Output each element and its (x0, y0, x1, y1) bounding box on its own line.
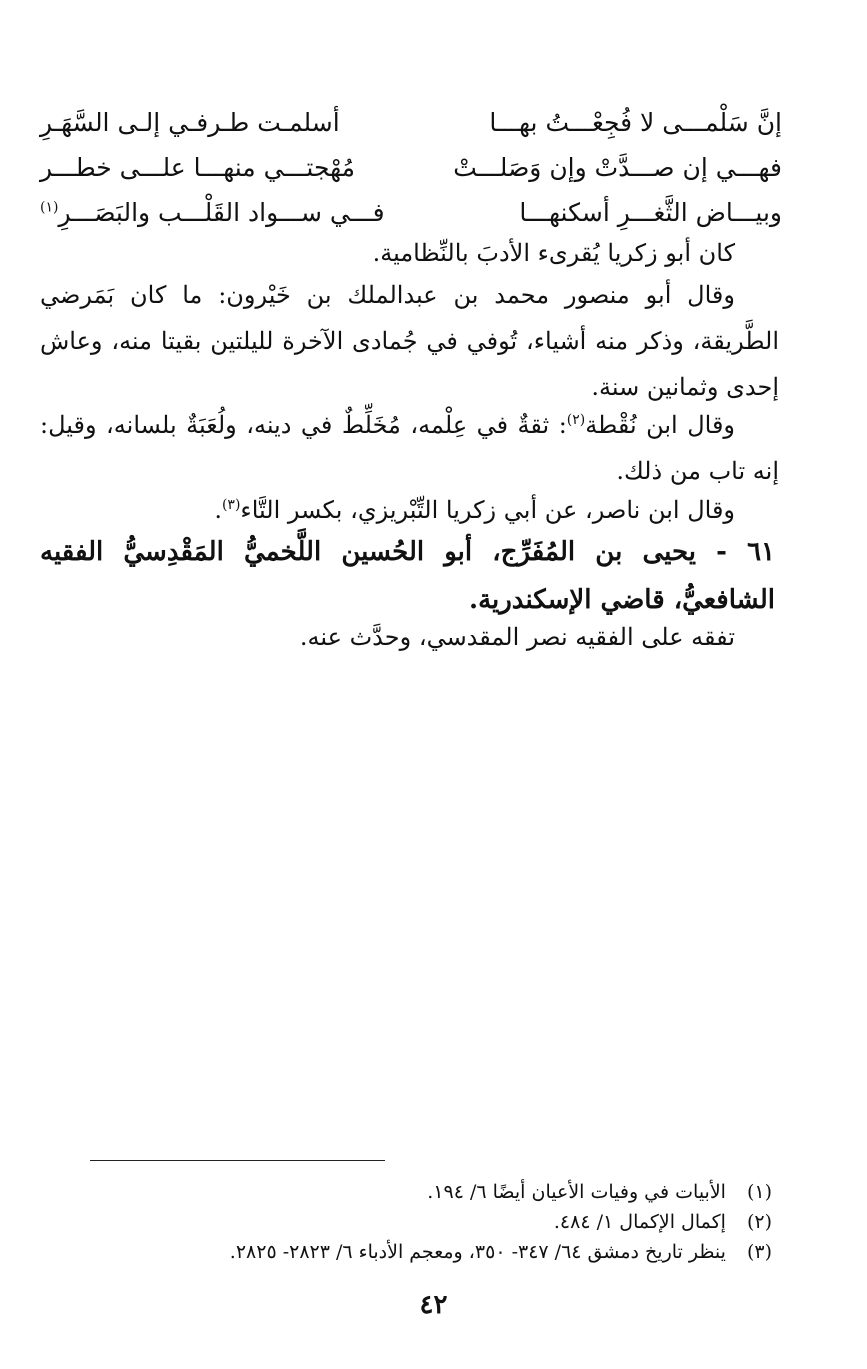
verse-first-hemistich: فهـــي إن صـــدَّتْ وإن وَصَلـــتْ (453, 152, 782, 182)
footnote-divider (90, 1160, 385, 1161)
paragraph-text: وقال ابن نُقْطة (585, 411, 736, 439)
footnote-text: ينظر تاريخ دمشق ٦٤/ ٣٤٧- ٣٥٠، ومعجم الأدباء ٦/ ٢٨٢٣- ٢٨٢٥. (229, 1241, 726, 1263)
footnote-text: الأبيات في وفيات الأعيان أيضًا ٦/ ١٩٤. (427, 1181, 726, 1203)
verse-second-text: فـــي ســـواد القَلْـــب والبَصَـــرِ (58, 197, 385, 227)
page-number: ٤٢ (419, 1290, 448, 1320)
paragraph-text: . (214, 496, 222, 524)
verse-first-hemistich: وبيـــاض الثَّغـــرِ أسكنهـــا (519, 197, 782, 227)
footnote-text: إكمال الإكمال ١/ ٤٨٤. (553, 1211, 726, 1233)
footnote (90, 1207, 772, 1237)
paragraph-khayrun: وقال أبو منصور محمد بن عبدالملك بن خَيْرون: ما كان بَمَرضي الطَّريقة، وذكر منه أشياء، تُوفي في جُمادى الآخرة لليلتين بقيتا منه، وعاش إحدى وثمانين سنة. (40, 281, 779, 401)
verse-first-hemistich: إنَّ سَلْمـــى لا فُجِعْـــتُ بهـــا (489, 107, 782, 137)
poem-verse (40, 145, 782, 189)
entry-text: تفقه على الفقيه نصر المقدسي، وحدَّث عنه. (299, 623, 735, 651)
paragraph-nuqta (40, 402, 779, 494)
poem-verse (40, 100, 782, 144)
footnote (90, 1237, 772, 1267)
paragraph-nasir (40, 487, 779, 533)
footnote-number: (٣) (746, 1241, 772, 1263)
footnote-number: (٢) (746, 1211, 772, 1233)
poem-verse (40, 190, 782, 234)
entry-heading: ٦١ - يحيى بن المُفَرِّج، أبو الحُسين اللَّخميُّ المَقْدِسيُّ الفقيه الشافعيُّ، قاضي الإسكندرية. (40, 537, 775, 615)
paragraph-text: وقال ابن ناصر، عن أبي زكريا التِّبْريزي، بكسر التَّاء (240, 496, 735, 524)
footnote-number: (١) (746, 1181, 772, 1203)
footnote-marker: (٢) (566, 412, 586, 428)
footnote-marker: (١) (40, 199, 59, 216)
footnote (90, 1177, 772, 1207)
verse-second-hemistich (40, 198, 385, 227)
paragraph-text: : ثقةٌ في عِلْمه، مُخَلِّطٌ في دينه، ولُعَبَةٌ بلسانه، وقيل: إنه تاب من ذلك. (40, 411, 779, 485)
paragraph-teaching: كان أبو زكريا يُقرىء الأدبَ بالنِّظامية. (372, 239, 735, 267)
verse-second-hemistich: مُهْجتـــي منهـــا علـــى خطـــر (40, 152, 356, 182)
footnote-marker: (٣) (221, 497, 241, 513)
verse-second-hemistich: أسلمـت طـرفـي إلـى السَّهَـرِ (40, 107, 340, 137)
